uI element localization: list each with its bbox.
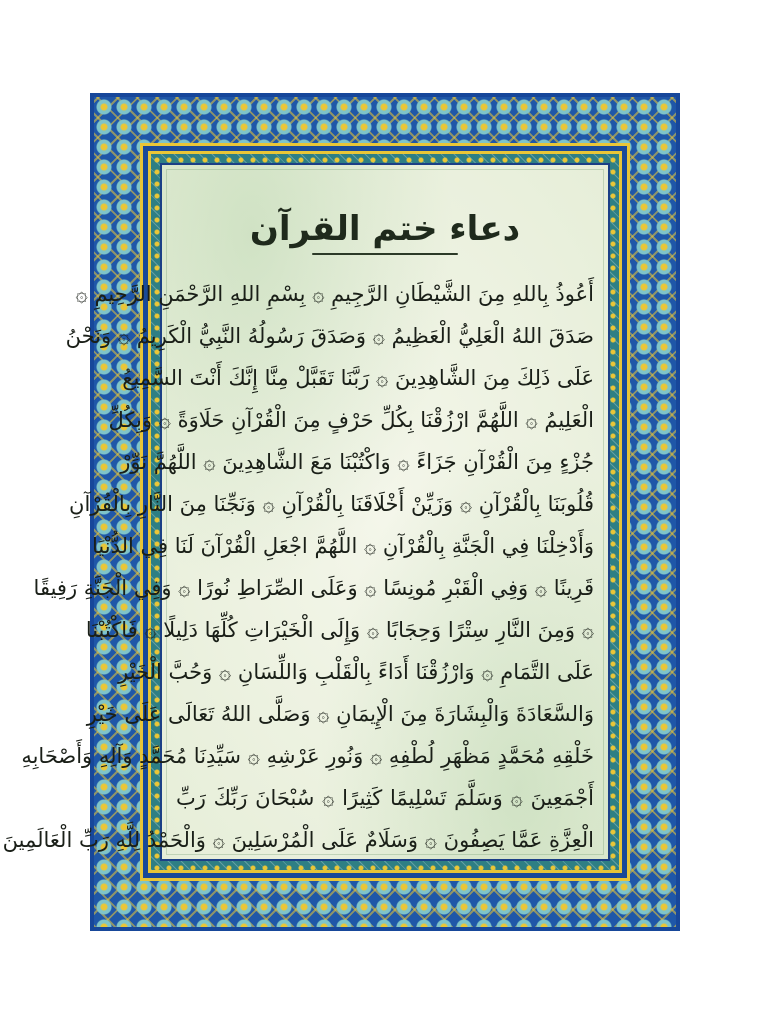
text-panel xyxy=(2,163,610,861)
text-line: وَأَدْخِلْنَا فِي الْجَنَّةِ بِالْقُرْآنِ ۞ اللَّهُمَّ اجْعَلِ الْقُرْآنَ لَنَا فِي الدُّنْيَا xyxy=(92,534,594,558)
islamic-pattern-border xyxy=(2,97,676,927)
page-title: دعاء ختم القرآن xyxy=(249,209,521,249)
text-line: جُزْءٍ مِنَ الْقُرْآنِ جَزَاءً ۞ وَاكْتُبْنَا مَعَ الشَّاهِدِينَ ۞ اللَّهُمَّ نَوِّرْ xyxy=(120,450,594,474)
text-line: عَلَى التَّمَامِ ۞ وَارْزُقْنَا أَدَاءً بِالْقَلْبِ وَاللِّسَانِ ۞ وَحُبَّ الْخَيْرِ xyxy=(118,660,594,684)
text-line: صَدَقَ اللهُ الْعَلِيُّ الْعَظِيمُ ۞ وَصَدَقَ رَسُولُهُ النَّبِيُّ الْكَرِيمُ ۞ وَنَحْنُ xyxy=(65,324,594,348)
title-underline xyxy=(312,253,458,255)
text-line: قُلُوبَنَا بِالْقُرْآنِ ۞ وَزَيِّنْ أَخْلَاقَنَا بِالْقُرْآنِ ۞ وَنَجِّنَا مِنَ النَّارِ بِالْقُرْآنِ xyxy=(69,492,594,516)
text-line: قَرِينًا ۞ وَفِي الْقَبْرِ مُونِسًا ۞ وَعَلَى الصِّرَاطِ نُورًا ۞ وَفِي الْجَنَّةِ رَفِيقًا xyxy=(33,576,594,600)
text-line: أَجْمَعِينَ ۞ وَسَلَّمَ تَسْلِيمًا كَثِيرًا ۞ سُبْحَانَ رَبِّكَ رَبِّ xyxy=(176,786,594,810)
teal-stripe-inner xyxy=(2,151,622,873)
text-line: الْعَلِيمُ ۞ اللَّهُمَّ ارْزُقْنَا بِكُلِّ حَرْفٍ مِنَ الْقُرْآنِ حَلَاوَةً ۞ وَبِكُلِّ xyxy=(108,408,594,432)
prayer-text xyxy=(2,273,594,852)
ornamental-frame xyxy=(2,93,680,931)
text-line: عَلَى ذَلِكَ مِنَ الشَّاهِدِينَ ۞ رَبَّنَا تَقَبَّلْ مِنَّا إِنَّكَ أَنْتَ السَّمِيعُ xyxy=(122,366,594,390)
text-line: ۞ وَمِنَ النَّارِ سِتْرًا وَحِجَابًا ۞ وَإِلَى الْخَيْرَاتِ كُلِّهَا دَلِيلًا ۞ فَاكْتُبْنَا xyxy=(85,618,594,642)
gold-stripe-outer xyxy=(2,143,630,881)
text-line: خَلْقِهِ مُحَمَّدٍ مَظْهَرِ لُطْفِهِ ۞ وَنُورِ عَرْشِهِ ۞ سَيِّدِنَا مُحَمَّدٍ وَآلِهِ وَأَصْحَابِهِ xyxy=(21,744,594,768)
text-line: أَعُوذُ بِاللهِ مِنَ الشَّيْطَانِ الرَّجِيمِ ۞ بِسْمِ اللهِ الرَّحْمَنِ الرَّحِيمِ ۞ xyxy=(75,282,594,306)
text-line: وَالسَّعَادَةَ وَالْبِشَارَةَ مِنَ الْإِيمَانِ ۞ وَصَلَّى اللهُ تَعَالَى عَلَى خَيْرِ xyxy=(86,702,594,726)
text-line: الْعِزَّةِ عَمَّا يَصِفُونَ ۞ وَسَلَامٌ عَلَى الْمُرْسَلِينَ ۞ وَالْحَمْدُ لِلَّهِ رَبِّ الْعَالَمِينَ xyxy=(2,828,594,852)
